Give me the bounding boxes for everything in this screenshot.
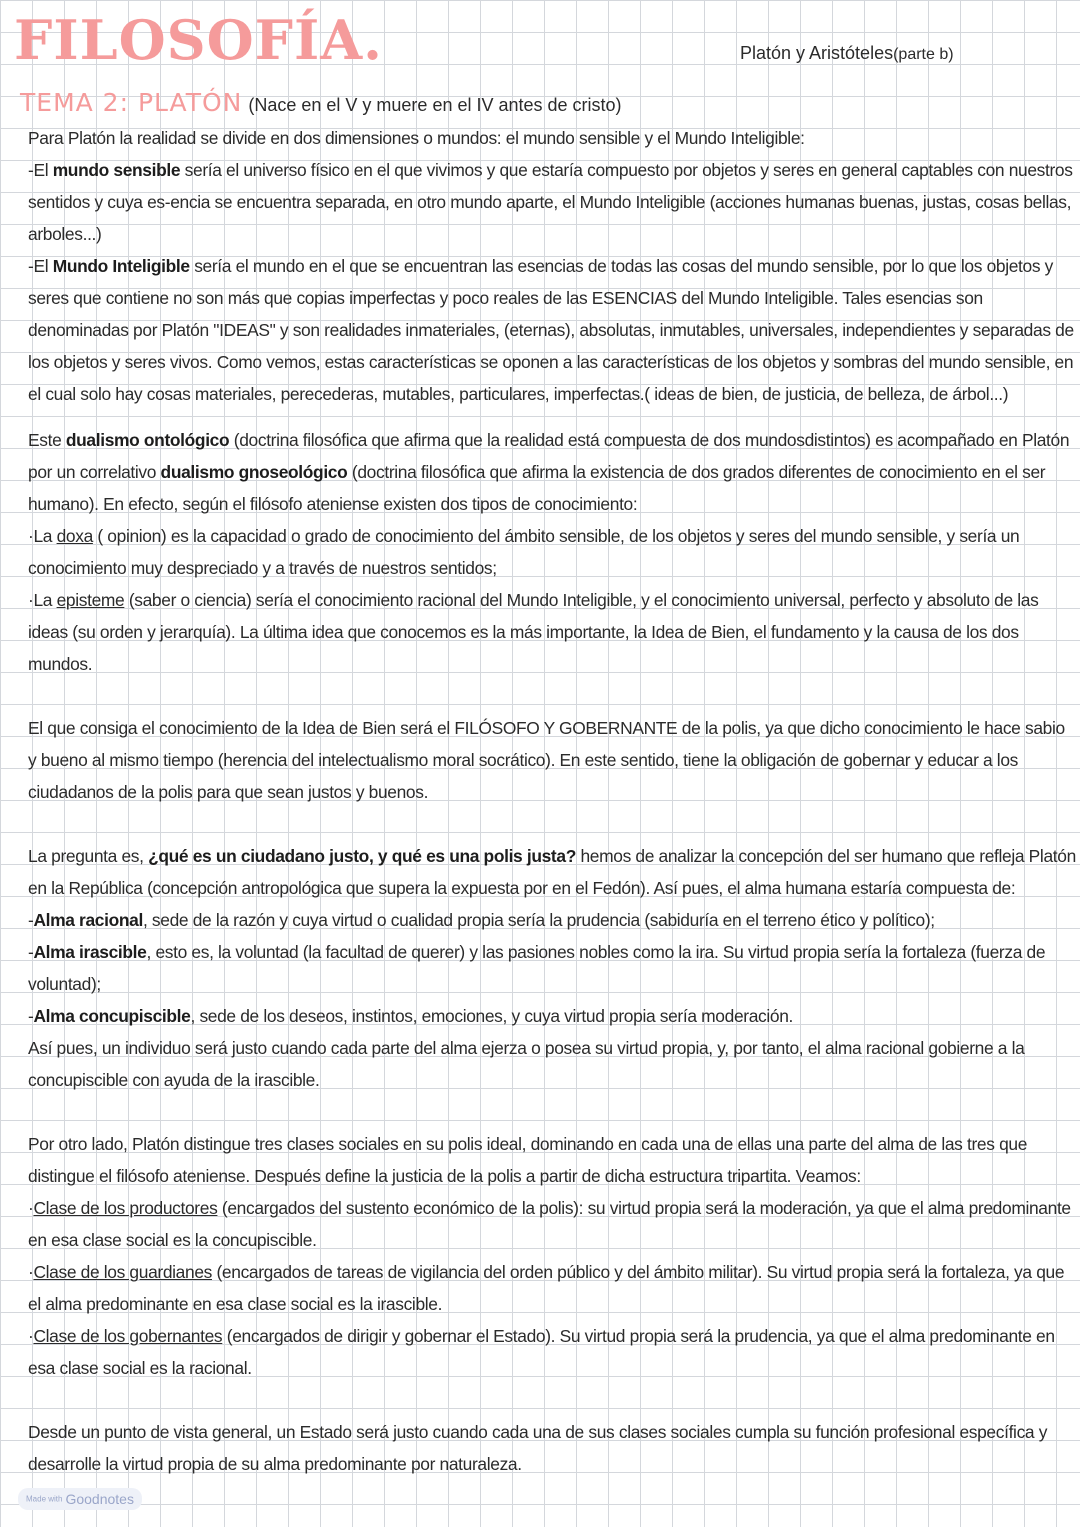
paragraph-dualism: Este dualismo ontológico (doctrina filosófica que afirma que la realidad está compuesta de dos mundosdistintos) es acompañado en Platón por un correlativo dualismo gnoseológico (doctrina filosófica que afirma la existencia de dos grados diferentes de conocimiento en el ser humano). En efecto, según el filósofo ateniense existen dos tipos de conocimiento: bbox=[28, 430, 1070, 514]
paragraph-doxa: ·La doxa ( opinion) es la capacidad o grado de conocimiento del ámbito sensible, de los objetos y seres del mundo sensible, y sería un conocimiento muy despreciado y a través de nuestros sentidos; bbox=[28, 526, 1020, 578]
paragraph-episteme: ·La episteme (saber o ciencia) sería el conocimiento racional del Mundo Inteligible, y el conocimiento universal, perfecto y absoluto de las ideas (su orden y jerarquía). La última idea que conocemos es la más importante, la Idea de Bien, el fundamento y la causa de los dos mundos. bbox=[28, 590, 1039, 674]
paragraph-just-individual: Así pues, un individuo será justo cuando cada parte del alma ejerza o posea su virtud propia, y, por tanto, el alma racional gobierne a la concupiscible con ayuda de la irascible. bbox=[28, 1038, 1025, 1090]
paragraph-just-state: Desde un punto de vista general, un Estado será justo cuando cada una de sus clases sociales cumpla su función profesional específica y desarrolle la virtud propia de su alma predominante por naturaleza. bbox=[28, 1422, 1048, 1474]
topic-note: (Nace en el V y muere en el IV antes de cristo) bbox=[248, 95, 622, 115]
paragraph-philosopher-ruler: El que consiga el conocimiento de la Idea de Bien será el FILÓSOFO Y GOBERNANTE de la polis, ya que dicho conocimiento le hace sabio y bueno al mismo tiempo (herencia del intelectualismo moral socrático). En este sentido, tiene la obligación de gobernar y educar a los ciudadanos de la polis para que sean justos y buenos. bbox=[28, 718, 1065, 802]
paragraph-producers: ·Clase de los productores (encargados del sustento económico de la polis): su virtud propia será la moderación, ya que el alma predominante en esa clase social es la concupiscible. bbox=[28, 1198, 1071, 1250]
goodnotes-badge bbox=[18, 1488, 142, 1510]
subtitle-part: (parte b) bbox=[893, 46, 954, 63]
paragraph-guardians: ·Clase de los guardianes (encargados de tareas de vigilancia del orden público y del ámbito militar). Su virtud propia será la fortaleza, ya que el alma predominante en esa clase social es la irascible. bbox=[28, 1262, 1065, 1314]
paragraph-sensible-world: -El mundo sensible sería el universo físico en el que vivimos y que estaría compuesto por objetos y seres en general captables con nuestros sentidos y cuya es-encia se encuentra separada, en otro mundo aparte, el Mundo Inteligible (acciones humanas buenas, justas, cosas bellas, arboles...) bbox=[28, 160, 1073, 244]
paragraph-intelligible-world: -El Mundo Inteligible sería el mundo en el que se encuentran las esencias de todas las cosas del mundo sensible, por lo que los objetos y seres que contiene no son más que copias imperfectas y poco reales de las ESENCIAS del Mundo Inteligible. Tales esencias son denominadas por Platón "IDEAS" y son realidades inmateriales, (eternas), absolutas, inmutables, universales, independientes y separadas de los objetos y seres vivos. Como vemos, estas características se oponen a las características de los objetos y sombras del mundo sensible, en el cual solo hay cosas materiales, perecederas, mutables, particulares, imperfectas.( ideas de bien, de justicia, de belleza, de árbol...) bbox=[28, 256, 1074, 404]
paragraph-social-classes: Por otro lado, Platón distingue tres clases sociales en su polis ideal, dominando en cada una de ellas una parte del alma de las tres que distingue el filósofo ateniense. Después define la justicia de la polis a partir de dicha estructura tripartita. Veamos: bbox=[28, 1134, 1028, 1186]
paragraph-question: La pregunta es, ¿qué es un ciudadano justo, y qué es una polis justa? hemos de analizar la concepción del ser humano que refleja Platón en la República (concepción antropológica que supera la expuesta por en el Fedón). Así pues, el alma humana estaría compuesta de: bbox=[28, 846, 1076, 898]
goodnotes-logo: Goodnotes bbox=[65, 1490, 134, 1507]
paragraph-rulers: ·Clase de los gobernantes (encargados de dirigir y gobernar el Estado). Su virtud propia será la prudencia, ya que el alma predominante en esa clase social es la racional. bbox=[28, 1326, 1055, 1378]
subtitle-main: Platón y Aristóteles bbox=[740, 43, 894, 63]
subtitle bbox=[740, 43, 954, 64]
paragraph-intro: Para Platón la realidad se divide en dos dimensiones o mundos: el mundo sensible y el Mundo Inteligible: bbox=[28, 128, 805, 148]
page-title: FILOSOFÍA. bbox=[14, 8, 383, 72]
paragraph-irascible-soul: -Alma irascible, esto es, la voluntad (la facultad de querer) y las pasiones nobles como la ira. Su virtud propia sería la fortaleza (fuerza de voluntad); bbox=[28, 942, 1046, 994]
paragraph-rational-soul: -Alma racional, sede de la razón y cuya virtud o cualidad propia sería la prudencia (sabiduría en el terreno ético y político); bbox=[28, 910, 935, 930]
topic-heading bbox=[20, 88, 622, 117]
notes-body bbox=[28, 122, 1076, 1480]
paragraph-concupiscible-soul: -Alma concupiscible, sede de los deseos, instintos, emociones, y cuya virtud propia sería moderación. bbox=[28, 1006, 794, 1026]
made-with-label: Made with bbox=[26, 1494, 63, 1504]
topic-label: TEMA 2: PLATÓN bbox=[20, 88, 243, 117]
